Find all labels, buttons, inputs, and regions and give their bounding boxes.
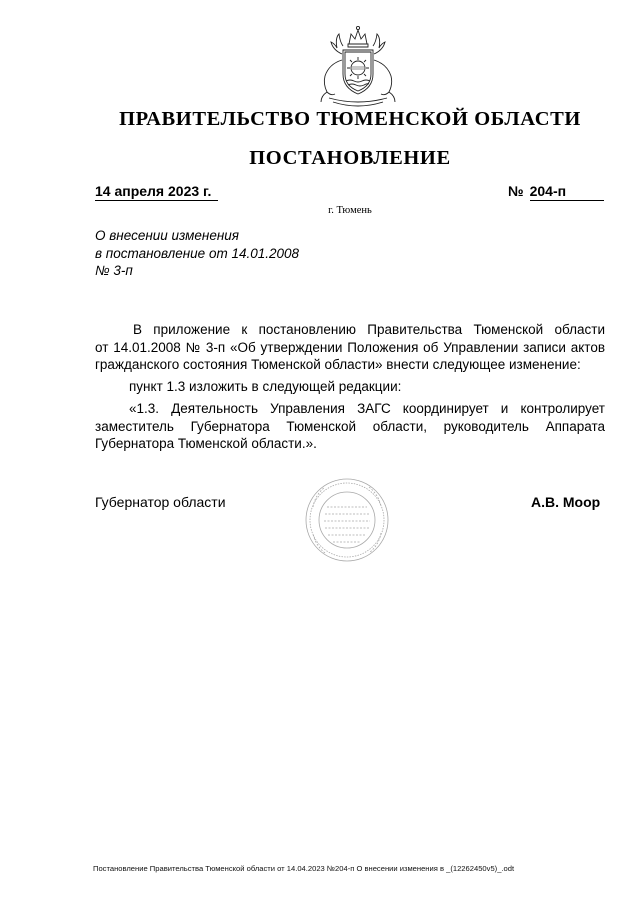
document-date: 14 апреля 2023 г.: [95, 183, 218, 201]
body-line: пункт 1.3 изложить в следующей редакции:: [129, 379, 402, 394]
document-footer: Постановление Правительства Тюменской области от 14.04.2023 №204-п О внесении изменения в _(12262450v5)_.odt: [93, 864, 515, 873]
signer-title: Губернатор области: [95, 494, 226, 510]
body-line: гражданского состояния Тюменской области» внести следующее изменение:: [95, 357, 581, 372]
body-paragraph-2: [95, 378, 605, 396]
body-line: В приложение к постановлению Правительства Тюменской области: [133, 322, 605, 337]
body-line: Губернатора Тюменской области.».: [95, 436, 317, 451]
document-number: [508, 183, 604, 201]
body-paragraph-1: [95, 321, 605, 374]
number-sign: №: [508, 183, 524, 199]
body-line: «1.3. Деятельность Управления ЗАГС координирует и контролирует: [129, 401, 605, 416]
subject-line: № 3-п: [95, 263, 133, 278]
body-line: заместитель Губернатора Тюменской области, руководитель Аппарата: [95, 418, 605, 434]
official-seal: [303, 477, 391, 563]
government-title: ПРАВИТЕЛЬСТВО ТЮМЕНСКОЙ ОБЛАСТИ: [119, 108, 581, 130]
subject-block: [95, 227, 299, 280]
coat-of-arms-emblem: [315, 24, 401, 108]
signer-name: А.В. Моор: [531, 494, 601, 510]
number-value: 204-п: [530, 183, 604, 201]
body-paragraph-3: [95, 400, 605, 453]
body-line: от 14.01.2008 № 3-п «Об утверждении Положения об Управлении записи актов: [95, 339, 605, 355]
subject-line: в постановление от 14.01.2008: [95, 245, 300, 261]
subject-line: О внесении изменения: [95, 228, 240, 243]
city-label: г. Тюмень: [328, 205, 372, 216]
document-type-title: ПОСТАНОВЛЕНИЕ: [249, 147, 451, 169]
